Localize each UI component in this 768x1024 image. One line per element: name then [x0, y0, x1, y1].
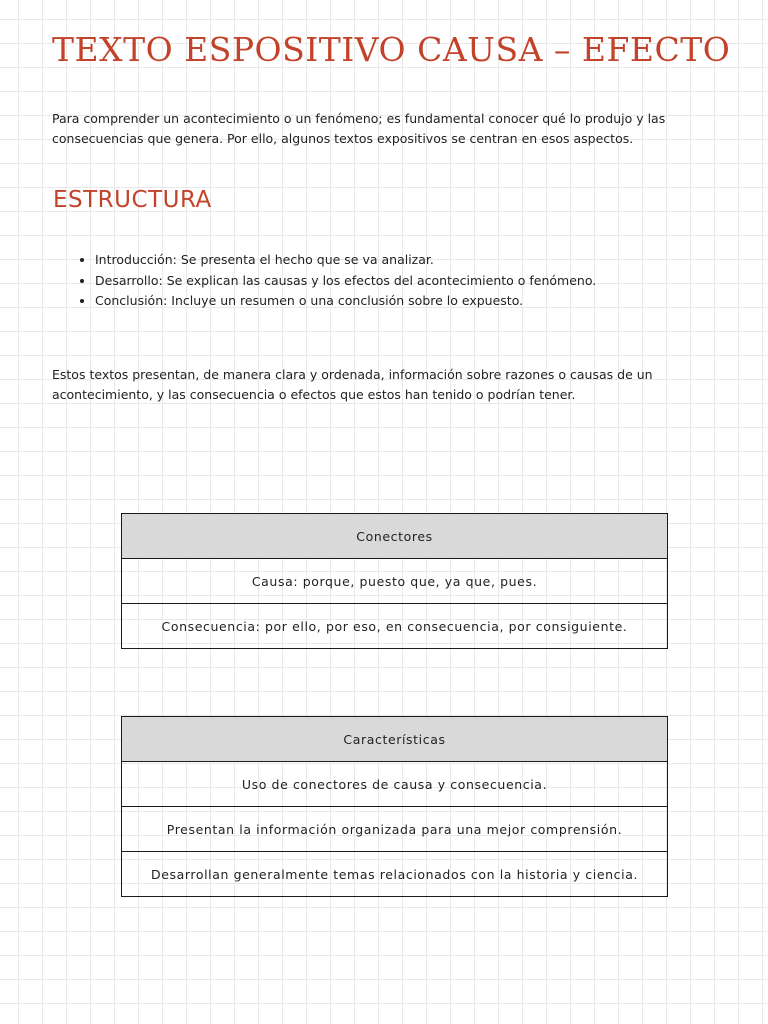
- table-row: [122, 604, 668, 649]
- structure-item-conclusion: • Conclusión: Incluye un resumen o una conclusión sobre lo expuesto.: [95, 291, 596, 312]
- features-row-connectors: Uso de conectores de causa y consecuencia.: [122, 762, 668, 807]
- features-row-topics: Desarrollan generalmente temas relacionados con la historia y ciencia.: [122, 852, 668, 897]
- features-row-organization: Presentan la información organizada para una mejor comprensión.: [122, 807, 668, 852]
- page-title: TEXTO ESPOSITIVO CAUSA – EFECTO: [52, 30, 731, 69]
- table-row: [122, 807, 668, 852]
- features-header: Características: [122, 717, 668, 762]
- connectors-cause-cell: Causa: porque, puesto que, ya que, pues.: [122, 559, 668, 604]
- features-table: [121, 716, 668, 897]
- table-header-row: [122, 717, 668, 762]
- intro-paragraph: Para comprender un acontecimiento o un fenómeno; es fundamental conocer qué lo produjo y las consecuencias que genera. Por ello, algunos textos expositivos se centran en esos aspectos.: [52, 111, 666, 146]
- table-row: [122, 559, 668, 604]
- structure-list: [52, 250, 596, 312]
- connectors-header: Conectores: [122, 514, 668, 559]
- table-row: [122, 852, 668, 897]
- table-header-row: [122, 514, 668, 559]
- table-row: [122, 762, 668, 807]
- connectors-consequence-cell: Consecuencia: por ello, por eso, en consecuencia, por consiguiente.: [122, 604, 668, 649]
- connectors-table: [121, 513, 668, 649]
- structure-item-introduction: • Introducción: Se presenta el hecho que se va analizar.: [95, 250, 596, 271]
- structure-item-development: • Desarrollo: Se explican las causas y los efectos del acontecimiento o fenómeno.: [95, 271, 596, 292]
- body-paragraph: Estos textos presentan, de manera clara y ordenada, información sobre razones o causas de un acontecimiento, y las consecuencia o efectos que estos han tenido o podrían tener.: [52, 367, 653, 402]
- structure-heading: ESTRUCTURA: [53, 187, 212, 213]
